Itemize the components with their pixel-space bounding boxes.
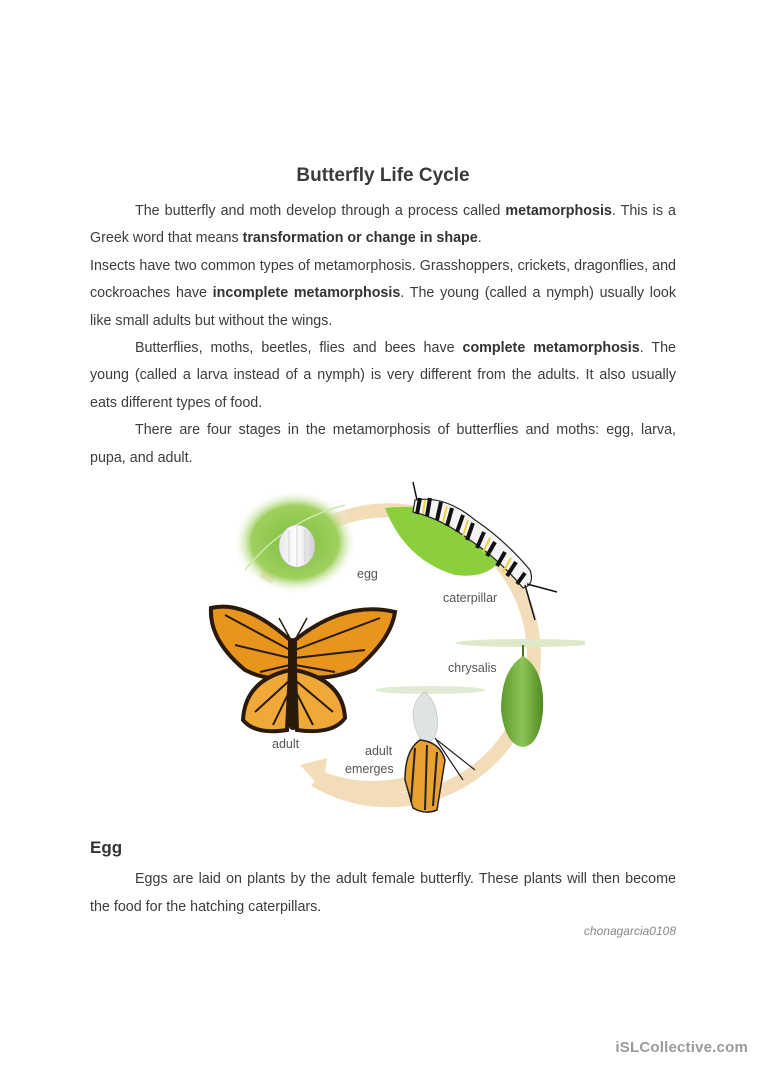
label-caterpillar: caterpillar <box>443 591 498 605</box>
section-heading-egg: Egg <box>90 838 123 857</box>
bold-term: transformation or change in shape <box>242 230 478 247</box>
text-span: The butterfly and moth develop through a process called <box>135 203 506 219</box>
life-cycle-diagram <box>205 480 585 825</box>
intro-text <box>90 198 676 472</box>
paragraph-2 <box>90 253 676 335</box>
label-adult-emerges-line1: adult <box>365 744 393 758</box>
author-credit: chonagarcia0108 <box>583 924 676 938</box>
adult-butterfly-icon <box>211 607 395 732</box>
life-cycle-illustration <box>205 480 585 825</box>
text-span: . The young (called a larva instead of a nymph) is very different from the adults. It also usually eats different types of food. <box>90 340 676 411</box>
label-chrysalis: chrysalis <box>448 661 497 675</box>
bold-term: metamorphosis <box>505 203 612 219</box>
paragraph-1 <box>90 198 676 253</box>
text-span: . This is a Greek word that means <box>90 203 676 247</box>
watermark: iSLCollective.com <box>615 1039 748 1056</box>
label-egg: egg <box>357 567 378 581</box>
label-adult-emerges-line2: emerges <box>345 762 394 776</box>
chrysalis-icon <box>455 639 585 747</box>
egg-section-text <box>90 865 676 921</box>
paragraph-4: There are four stages in the metamorphosis of butterflies and moths: egg, larva, pupa, and adult. <box>90 422 676 466</box>
bold-term: incomplete metamorphosis <box>212 285 401 302</box>
text-span: Insects have two common types of metamorphosis. Grasshoppers, crickets, dragonflies, and cockroaches have <box>90 257 676 302</box>
paragraph-3 <box>90 335 676 417</box>
egg-icon <box>233 490 357 594</box>
bold-term: complete metamorphosis <box>462 340 640 357</box>
text-span: . The young (called a nymph) usually look like small adults but without the wings. <box>90 285 676 329</box>
text-span: Butterflies, moths, beetles, flies and bees have <box>135 340 463 357</box>
text-span: . <box>477 230 482 247</box>
page-title: Butterfly Life Cycle <box>296 165 470 186</box>
egg-paragraph: Eggs are laid on plants by the adult female butterfly. These plants will then become the food for the hatching caterpillars. <box>90 871 676 915</box>
label-adult: adult <box>272 737 300 751</box>
